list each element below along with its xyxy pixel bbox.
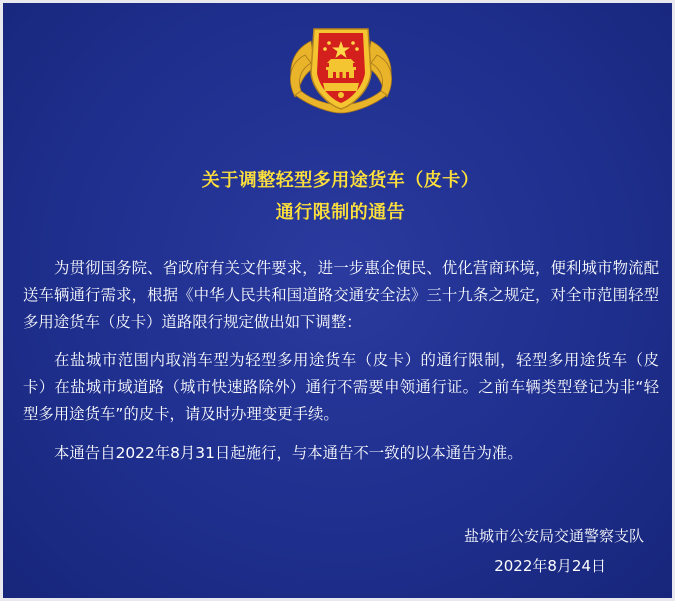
police-emblem-icon [281,11,401,121]
issuer: 盐城市公安局交通警察支队 [463,527,644,545]
notice-title-line2: 通行限制的通告 [275,202,406,223]
issue-date: 2022年8月24日 [494,557,606,575]
notice-title-line1: 关于调整轻型多用途货车（皮卡） [201,170,480,191]
paragraph-1: 为贯彻国务院、省政府有关文件要求，进一步惠企便民、优化营商环境，便利城市物流配送车辆通行需求，根据《中华人民共和国道路交通安全法》三十九条之规定，对全市范围轻型多用途货车（皮卡）道路限行规定做出如下调整： [23,259,659,331]
paragraph-2: 在盐城市范围内取消车型为轻型多用途货车（皮卡）的通行限制，轻型多用途货车（皮卡）在盐城市域道路（城市快速路除外）通行不需要申领通行证。之前车辆类型登记为非“轻型多用途货车”的皮卡，请及时办理变更手续。 [23,351,659,423]
paragraph-3: 本通告自2022年8月31日起施行，与本通告不一致的以本通告为准。 [54,444,523,462]
